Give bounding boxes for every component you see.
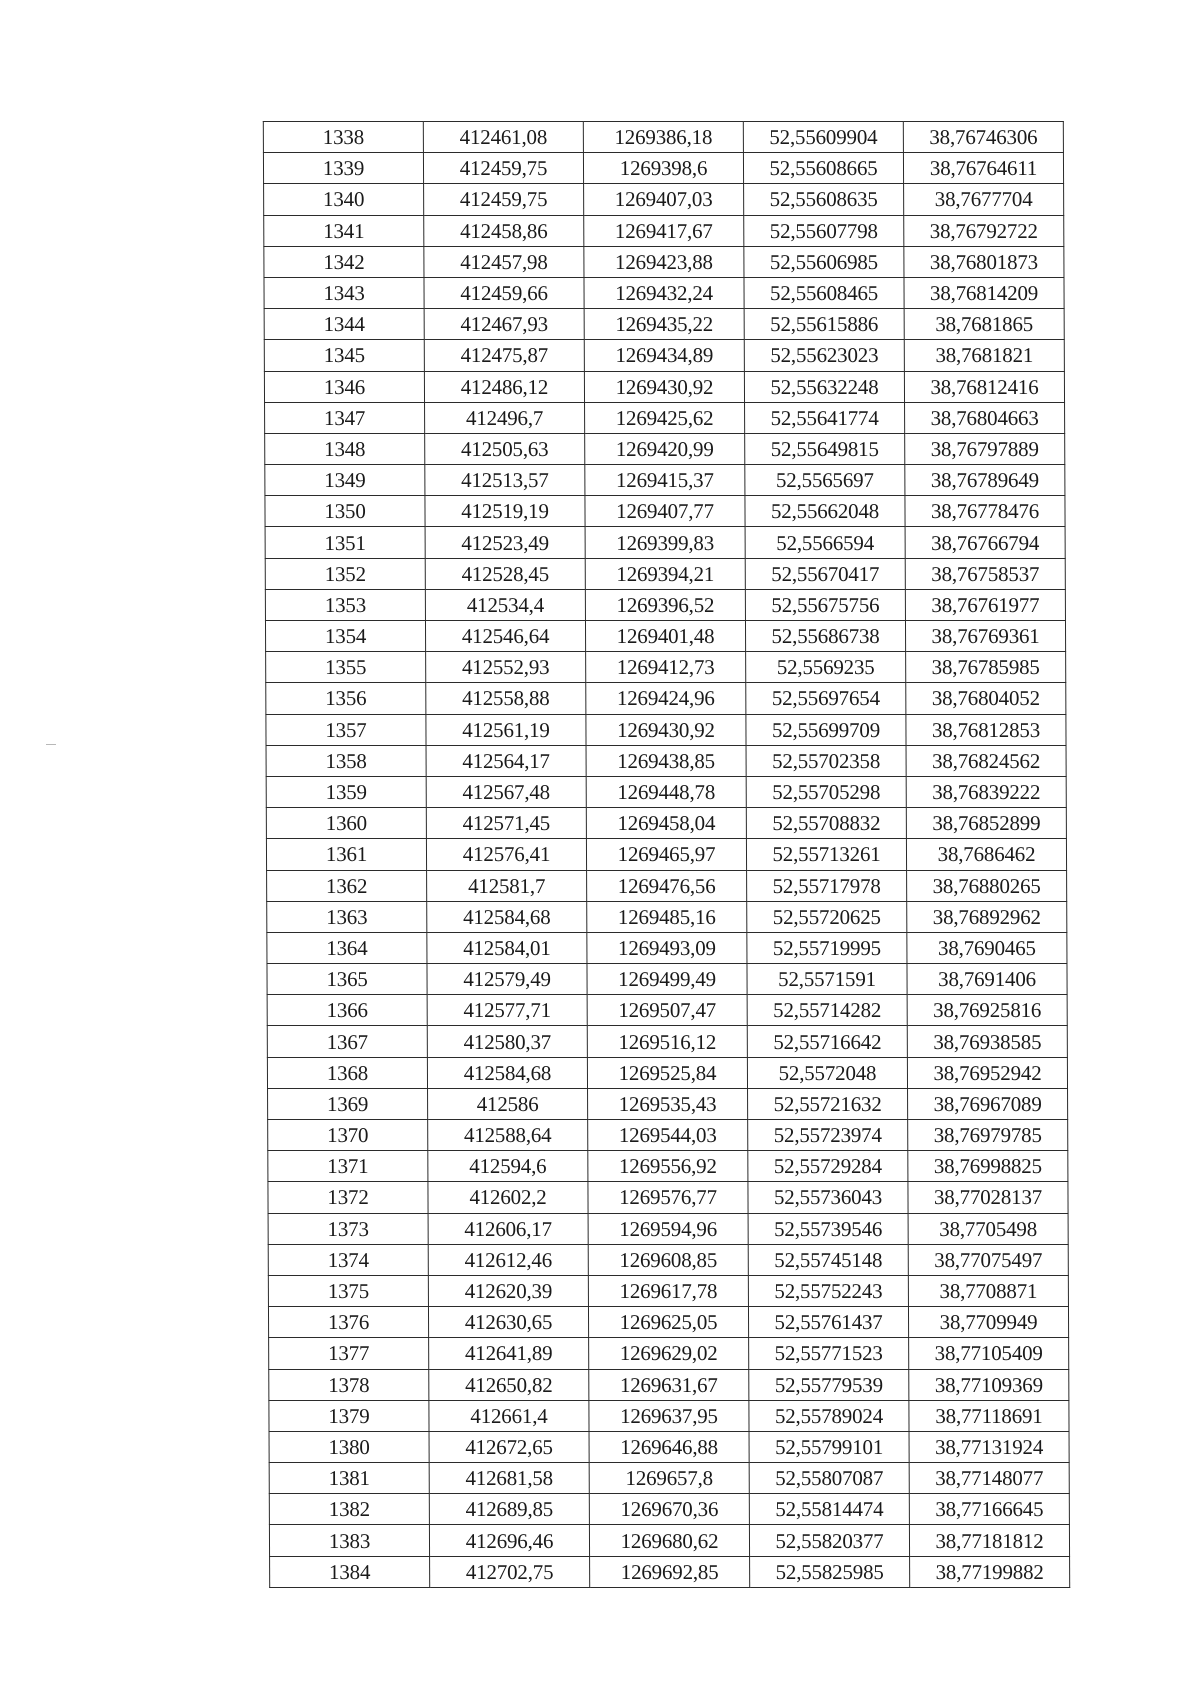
latitude-cell: 52,55723974 (748, 1120, 908, 1151)
x-coordinate-cell: 412457,98 (424, 246, 584, 277)
latitude-cell: 52,55705298 (746, 776, 906, 807)
y-coordinate-cell: 1269424,96 (586, 683, 746, 714)
longitude-cell: 38,7681821 (904, 340, 1064, 371)
latitude-cell: 52,55720625 (747, 901, 907, 932)
point-number-cell: 1345 (264, 340, 424, 371)
x-coordinate-cell: 412584,01 (427, 932, 587, 963)
latitude-cell: 52,55699709 (746, 714, 906, 745)
point-number-cell: 1344 (264, 309, 424, 340)
table-row (268, 1275, 1068, 1306)
longitude-cell: 38,77166645 (909, 1494, 1069, 1525)
longitude-cell: 38,76892962 (907, 901, 1067, 932)
latitude-cell: 52,55606985 (744, 246, 904, 277)
longitude-cell: 38,76792722 (904, 215, 1064, 246)
y-coordinate-cell: 1269386,18 (583, 122, 743, 153)
point-number-cell: 1350 (265, 496, 425, 527)
table-row (268, 1151, 1068, 1182)
latitude-cell: 52,55719995 (747, 932, 907, 963)
point-number-cell: 1346 (264, 371, 424, 402)
point-number-cell: 1377 (269, 1338, 429, 1369)
longitude-cell: 38,76938585 (907, 1026, 1067, 1057)
y-coordinate-cell: 1269631,67 (589, 1369, 749, 1400)
longitude-cell: 38,77118691 (909, 1400, 1069, 1431)
point-number-cell: 1363 (267, 901, 427, 932)
table-row (266, 776, 1066, 807)
latitude-cell: 52,55608635 (744, 184, 904, 215)
point-number-cell: 1349 (265, 465, 425, 496)
table-row (268, 1213, 1068, 1244)
x-coordinate-cell: 412564,17 (426, 745, 586, 776)
latitude-cell: 52,5571591 (747, 964, 907, 995)
latitude-cell: 52,55632248 (744, 371, 904, 402)
latitude-cell: 52,55736043 (748, 1182, 908, 1213)
longitude-cell: 38,76758537 (905, 558, 1065, 589)
latitude-cell: 52,55825985 (750, 1556, 910, 1587)
latitude-cell: 52,55697654 (746, 683, 906, 714)
latitude-cell: 52,55745148 (748, 1244, 908, 1275)
table-row (264, 340, 1064, 371)
y-coordinate-cell: 1269657,8 (589, 1463, 749, 1494)
point-number-cell: 1357 (266, 714, 426, 745)
table-row (264, 309, 1064, 340)
longitude-cell: 38,76785985 (906, 652, 1066, 683)
point-number-cell: 1348 (265, 433, 425, 464)
latitude-cell: 52,5572048 (747, 1057, 907, 1088)
table-row (269, 1494, 1069, 1525)
longitude-cell: 38,76764611 (903, 153, 1063, 184)
latitude-cell: 52,55686738 (745, 621, 905, 652)
longitude-cell: 38,76952942 (907, 1057, 1067, 1088)
x-coordinate-cell: 412467,93 (424, 309, 584, 340)
x-coordinate-cell: 412571,45 (426, 808, 586, 839)
point-number-cell: 1360 (266, 808, 426, 839)
longitude-cell: 38,7677704 (904, 184, 1064, 215)
latitude-cell: 52,55799101 (749, 1431, 909, 1462)
x-coordinate-cell: 412576,41 (426, 839, 586, 870)
x-coordinate-cell: 412702,75 (430, 1556, 590, 1587)
table-row (264, 215, 1064, 246)
y-coordinate-cell: 1269438,85 (586, 745, 746, 776)
x-coordinate-cell: 412558,88 (426, 683, 586, 714)
table-row (267, 932, 1067, 963)
table-row (268, 1088, 1068, 1119)
table-row (268, 1182, 1068, 1213)
x-coordinate-cell: 412523,49 (425, 527, 585, 558)
y-coordinate-cell: 1269625,05 (588, 1307, 748, 1338)
y-coordinate-cell: 1269629,02 (589, 1338, 749, 1369)
latitude-cell: 52,55623023 (744, 340, 904, 371)
y-coordinate-cell: 1269544,03 (588, 1120, 748, 1151)
latitude-cell: 52,5569235 (746, 652, 906, 683)
table-row (268, 1244, 1068, 1275)
longitude-cell: 38,76789649 (905, 465, 1065, 496)
point-number-cell: 1379 (269, 1400, 429, 1431)
longitude-cell: 38,7681865 (904, 309, 1064, 340)
longitude-cell: 38,76814209 (904, 277, 1064, 308)
table-row (264, 246, 1064, 277)
latitude-cell: 52,55716642 (747, 1026, 907, 1057)
point-number-cell: 1359 (266, 776, 426, 807)
point-number-cell: 1382 (269, 1494, 429, 1525)
point-number-cell: 1353 (265, 589, 425, 620)
point-number-cell: 1383 (269, 1525, 429, 1556)
x-coordinate-cell: 412567,48 (426, 776, 586, 807)
point-number-cell: 1340 (264, 184, 424, 215)
point-number-cell: 1365 (267, 964, 427, 995)
longitude-cell: 38,76967089 (908, 1088, 1068, 1119)
latitude-cell: 52,55807087 (749, 1463, 909, 1494)
table-row (269, 1431, 1069, 1462)
latitude-cell: 52,55609904 (743, 122, 903, 153)
longitude-cell: 38,7686462 (906, 839, 1066, 870)
y-coordinate-cell: 1269637,95 (589, 1400, 749, 1431)
y-coordinate-cell: 1269417,67 (584, 215, 744, 246)
x-coordinate-cell: 412606,17 (428, 1213, 588, 1244)
latitude-cell: 52,55670417 (745, 558, 905, 589)
y-coordinate-cell: 1269401,48 (585, 621, 745, 652)
y-coordinate-cell: 1269576,77 (588, 1182, 748, 1213)
longitude-cell: 38,7708871 (908, 1275, 1068, 1306)
point-number-cell: 1375 (268, 1275, 428, 1306)
longitude-cell: 38,77181812 (909, 1525, 1069, 1556)
point-number-cell: 1351 (265, 527, 425, 558)
longitude-cell: 38,76925816 (907, 995, 1067, 1026)
x-coordinate-cell: 412519,19 (425, 496, 585, 527)
latitude-cell: 52,5566594 (745, 527, 905, 558)
longitude-cell: 38,77028137 (908, 1182, 1068, 1213)
point-number-cell: 1368 (267, 1057, 427, 1088)
y-coordinate-cell: 1269407,77 (585, 496, 745, 527)
point-number-cell: 1341 (264, 215, 424, 246)
table-row (267, 964, 1067, 995)
scan-mark (46, 744, 56, 745)
longitude-cell: 38,76979785 (908, 1120, 1068, 1151)
latitude-cell: 52,55675756 (745, 589, 905, 620)
point-number-cell: 1354 (265, 621, 425, 652)
longitude-cell: 38,76839222 (906, 776, 1066, 807)
point-number-cell: 1371 (268, 1151, 428, 1182)
x-coordinate-cell: 412584,68 (427, 1057, 587, 1088)
point-number-cell: 1355 (266, 652, 426, 683)
table-row (264, 184, 1064, 215)
latitude-cell: 52,55713261 (746, 839, 906, 870)
x-coordinate-cell: 412486,12 (424, 371, 584, 402)
y-coordinate-cell: 1269465,97 (586, 839, 746, 870)
point-number-cell: 1372 (268, 1182, 428, 1213)
y-coordinate-cell: 1269680,62 (589, 1525, 749, 1556)
table-row (267, 1057, 1067, 1088)
x-coordinate-cell: 412689,85 (429, 1494, 589, 1525)
x-coordinate-cell: 412584,68 (427, 901, 587, 932)
y-coordinate-cell: 1269430,92 (584, 371, 744, 402)
x-coordinate-cell: 412461,08 (423, 122, 583, 153)
table-row (265, 558, 1065, 589)
latitude-cell: 52,55814474 (749, 1494, 909, 1525)
y-coordinate-cell: 1269670,36 (589, 1494, 749, 1525)
x-coordinate-cell: 412612,46 (428, 1244, 588, 1275)
latitude-cell: 52,55608665 (743, 153, 903, 184)
table-row (266, 652, 1066, 683)
longitude-cell: 38,76804663 (905, 402, 1065, 433)
table-row (263, 122, 1063, 153)
longitude-cell: 38,7709949 (908, 1307, 1068, 1338)
latitude-cell: 52,55779539 (749, 1369, 909, 1400)
latitude-cell: 52,55717978 (747, 870, 907, 901)
x-coordinate-cell: 412650,82 (429, 1369, 589, 1400)
x-coordinate-cell: 412630,65 (428, 1307, 588, 1338)
point-number-cell: 1362 (267, 870, 427, 901)
table-row (265, 433, 1065, 464)
latitude-cell: 52,55729284 (748, 1151, 908, 1182)
x-coordinate-cell: 412475,87 (424, 340, 584, 371)
longitude-cell: 38,77199882 (910, 1556, 1070, 1587)
latitude-cell: 52,55662048 (745, 496, 905, 527)
table-row (267, 1026, 1067, 1057)
latitude-cell: 52,55608465 (744, 277, 904, 308)
coordinates-table (263, 121, 1070, 1588)
y-coordinate-cell: 1269594,96 (588, 1213, 748, 1244)
table-row (269, 1525, 1069, 1556)
latitude-cell: 52,55649815 (745, 433, 905, 464)
point-number-cell: 1343 (264, 277, 424, 308)
point-number-cell: 1384 (270, 1556, 430, 1587)
x-coordinate-cell: 412505,63 (425, 433, 585, 464)
x-coordinate-cell: 412641,89 (429, 1338, 589, 1369)
longitude-cell: 38,76769361 (905, 621, 1065, 652)
longitude-cell: 38,76812853 (906, 714, 1066, 745)
table-row (267, 870, 1067, 901)
y-coordinate-cell: 1269396,52 (585, 589, 745, 620)
point-number-cell: 1342 (264, 246, 424, 277)
y-coordinate-cell: 1269434,89 (584, 340, 744, 371)
longitude-cell: 38,76998825 (908, 1151, 1068, 1182)
y-coordinate-cell: 1269485,16 (587, 901, 747, 932)
table-row (265, 589, 1065, 620)
longitude-cell: 38,76824562 (906, 745, 1066, 776)
x-coordinate-cell: 412534,4 (425, 589, 585, 620)
point-number-cell: 1378 (269, 1369, 429, 1400)
point-number-cell: 1376 (268, 1307, 428, 1338)
table-row (269, 1338, 1069, 1369)
y-coordinate-cell: 1269399,83 (585, 527, 745, 558)
latitude-cell: 52,55641774 (745, 402, 905, 433)
x-coordinate-cell: 412681,58 (429, 1463, 589, 1494)
x-coordinate-cell: 412458,86 (424, 215, 584, 246)
longitude-cell: 38,76880265 (907, 870, 1067, 901)
latitude-cell: 52,55708832 (746, 808, 906, 839)
y-coordinate-cell: 1269516,12 (587, 1026, 747, 1057)
point-number-cell: 1369 (268, 1088, 428, 1119)
y-coordinate-cell: 1269692,85 (590, 1556, 750, 1587)
point-number-cell: 1380 (269, 1431, 429, 1462)
longitude-cell: 38,77148077 (909, 1463, 1069, 1494)
longitude-cell: 38,77105409 (909, 1338, 1069, 1369)
table-row (266, 808, 1066, 839)
x-coordinate-cell: 412696,46 (429, 1525, 589, 1556)
latitude-cell: 52,55702358 (746, 745, 906, 776)
table-row (267, 995, 1067, 1026)
point-number-cell: 1358 (266, 745, 426, 776)
y-coordinate-cell: 1269423,88 (584, 246, 744, 277)
table-row (267, 901, 1067, 932)
y-coordinate-cell: 1269425,62 (585, 402, 745, 433)
point-number-cell: 1373 (268, 1213, 428, 1244)
x-coordinate-cell: 412459,66 (424, 277, 584, 308)
y-coordinate-cell: 1269435,22 (584, 309, 744, 340)
point-number-cell: 1374 (268, 1244, 428, 1275)
y-coordinate-cell: 1269507,47 (587, 995, 747, 1026)
table-row (265, 465, 1065, 496)
y-coordinate-cell: 1269407,03 (584, 184, 744, 215)
point-number-cell: 1352 (265, 558, 425, 589)
table-row (268, 1120, 1068, 1151)
x-coordinate-cell: 412588,64 (428, 1120, 588, 1151)
x-coordinate-cell: 412661,4 (429, 1400, 589, 1431)
latitude-cell: 52,55607798 (744, 215, 904, 246)
coordinates-table-body (263, 122, 1069, 1588)
x-coordinate-cell: 412586 (428, 1088, 588, 1119)
y-coordinate-cell: 1269430,92 (586, 714, 746, 745)
y-coordinate-cell: 1269420,99 (585, 433, 745, 464)
y-coordinate-cell: 1269398,6 (583, 153, 743, 184)
table-row (263, 153, 1063, 184)
latitude-cell: 52,55752243 (748, 1275, 908, 1306)
table-row (268, 1307, 1068, 1338)
y-coordinate-cell: 1269448,78 (586, 776, 746, 807)
longitude-cell: 38,76812416 (904, 371, 1064, 402)
table-row (264, 371, 1064, 402)
table-row (270, 1556, 1070, 1587)
x-coordinate-cell: 412561,19 (426, 714, 586, 745)
longitude-cell: 38,76801873 (904, 246, 1064, 277)
table-row (269, 1400, 1069, 1431)
latitude-cell: 52,55820377 (749, 1525, 909, 1556)
y-coordinate-cell: 1269617,78 (588, 1275, 748, 1306)
latitude-cell: 52,55771523 (749, 1338, 909, 1369)
y-coordinate-cell: 1269458,04 (586, 808, 746, 839)
latitude-cell: 52,55721632 (748, 1088, 908, 1119)
x-coordinate-cell: 412577,71 (427, 995, 587, 1026)
longitude-cell: 38,76804052 (906, 683, 1066, 714)
longitude-cell: 38,76852899 (906, 808, 1066, 839)
table-row (269, 1369, 1069, 1400)
point-number-cell: 1338 (263, 122, 423, 153)
y-coordinate-cell: 1269608,85 (588, 1244, 748, 1275)
y-coordinate-cell: 1269525,84 (587, 1057, 747, 1088)
table-row (266, 683, 1066, 714)
x-coordinate-cell: 412602,2 (428, 1182, 588, 1213)
x-coordinate-cell: 412581,7 (427, 870, 587, 901)
point-number-cell: 1366 (267, 995, 427, 1026)
longitude-cell: 38,7705498 (908, 1213, 1068, 1244)
table-row (264, 277, 1064, 308)
y-coordinate-cell: 1269394,21 (585, 558, 745, 589)
table-row (265, 496, 1065, 527)
longitude-cell: 38,76766794 (905, 527, 1065, 558)
y-coordinate-cell: 1269432,24 (584, 277, 744, 308)
x-coordinate-cell: 412459,75 (424, 184, 584, 215)
x-coordinate-cell: 412513,57 (425, 465, 585, 496)
point-number-cell: 1356 (266, 683, 426, 714)
y-coordinate-cell: 1269412,73 (586, 652, 746, 683)
latitude-cell: 52,55615886 (744, 309, 904, 340)
longitude-cell: 38,77131924 (909, 1431, 1069, 1462)
x-coordinate-cell: 412672,65 (429, 1431, 589, 1462)
x-coordinate-cell: 412528,45 (425, 558, 585, 589)
point-number-cell: 1381 (269, 1463, 429, 1494)
point-number-cell: 1367 (267, 1026, 427, 1057)
longitude-cell: 38,76778476 (905, 496, 1065, 527)
y-coordinate-cell: 1269476,56 (587, 870, 747, 901)
longitude-cell: 38,76761977 (905, 589, 1065, 620)
latitude-cell: 52,55714282 (747, 995, 907, 1026)
latitude-cell: 52,5565697 (745, 465, 905, 496)
latitude-cell: 52,55761437 (748, 1307, 908, 1338)
longitude-cell: 38,7691406 (907, 964, 1067, 995)
longitude-cell: 38,77109369 (909, 1369, 1069, 1400)
point-number-cell: 1339 (263, 153, 423, 184)
x-coordinate-cell: 412552,93 (426, 652, 586, 683)
x-coordinate-cell: 412580,37 (427, 1026, 587, 1057)
longitude-cell: 38,76797889 (905, 433, 1065, 464)
point-number-cell: 1370 (268, 1120, 428, 1151)
point-number-cell: 1347 (265, 402, 425, 433)
longitude-cell: 38,76746306 (903, 122, 1063, 153)
table-row (265, 527, 1065, 558)
x-coordinate-cell: 412459,75 (423, 153, 583, 184)
table-row (266, 839, 1066, 870)
table-row (266, 745, 1066, 776)
latitude-cell: 52,55789024 (749, 1400, 909, 1431)
y-coordinate-cell: 1269535,43 (588, 1088, 748, 1119)
table-row (269, 1463, 1069, 1494)
y-coordinate-cell: 1269415,37 (585, 465, 745, 496)
longitude-cell: 38,7690465 (907, 932, 1067, 963)
x-coordinate-cell: 412594,6 (428, 1151, 588, 1182)
y-coordinate-cell: 1269646,88 (589, 1431, 749, 1462)
y-coordinate-cell: 1269493,09 (587, 932, 747, 963)
point-number-cell: 1361 (266, 839, 426, 870)
latitude-cell: 52,55739546 (748, 1213, 908, 1244)
table-row (266, 714, 1066, 745)
x-coordinate-cell: 412620,39 (428, 1275, 588, 1306)
table-row (265, 621, 1065, 652)
table-row (265, 402, 1065, 433)
longitude-cell: 38,77075497 (908, 1244, 1068, 1275)
x-coordinate-cell: 412496,7 (425, 402, 585, 433)
x-coordinate-cell: 412546,64 (425, 621, 585, 652)
y-coordinate-cell: 1269499,49 (587, 964, 747, 995)
point-number-cell: 1364 (267, 932, 427, 963)
x-coordinate-cell: 412579,49 (427, 964, 587, 995)
y-coordinate-cell: 1269556,92 (588, 1151, 748, 1182)
